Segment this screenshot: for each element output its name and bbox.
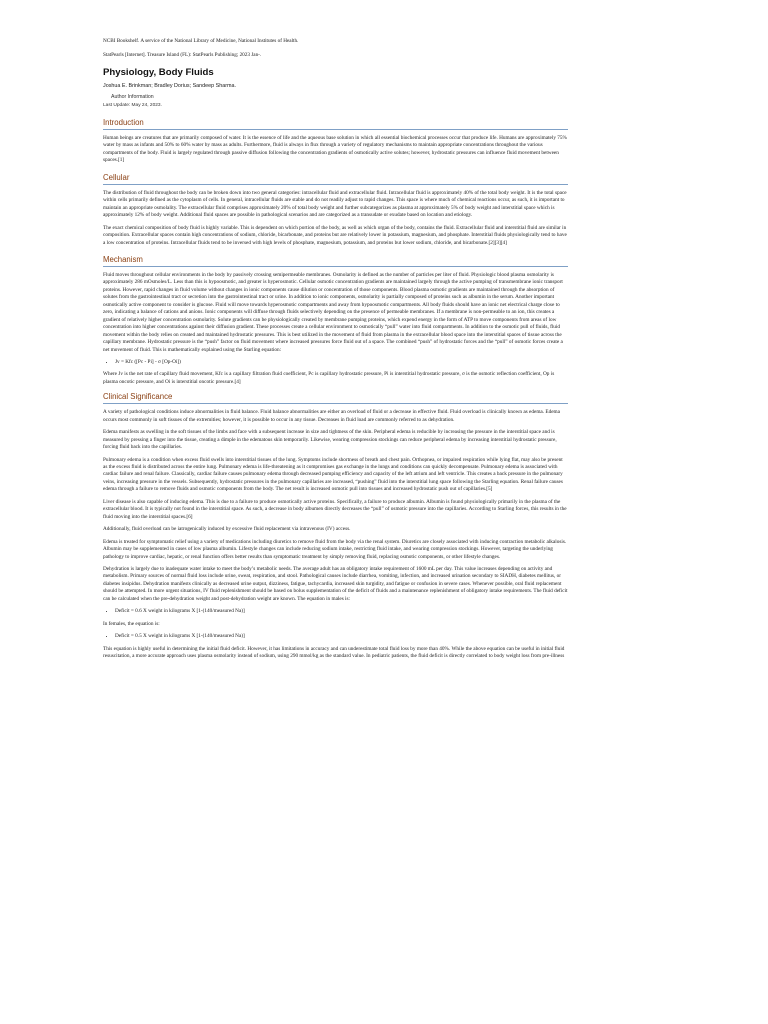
paragraph: The exact chemical composition of body fluid is highly variable. This is dependent on which portion of the body, as well as which organ of the body, contains the fluid. Extracellular fluid and interstitial fluid are similar in composition. Extracellular spaces contain high concentrations of sodium, chloride, bicarbonate, and proteins but are relatively lower in potassium, magnesium, and phosphate. Interstitial fluids physiologically tend to have a low concentration of proteins. Intracellular fluids tend to be inversed with high levels of phosphate, magnesium, potassium, and proteins but lower sodium, chloride, and bicarbonate.[2][3][4] <box>103 224 567 246</box>
paragraph: A variety of pathological conditions induce abnormalities in fluid balance. Fluid balance abnormalities are either an overload of fluid or a decrease in effective fluid. Fluid overload is clinically known as edema. Edema occurs most commonly in soft tissues of the extremities; however, it is possible to occur in any tissue. Decreases in fluid load are commonly referred to as dehydration. <box>103 409 560 423</box>
author-list: Joshua E. Brinkman; Bradley Dorius; Sandeep Sharma. <box>103 83 237 89</box>
deficit-equation-males: • Deficit = 0.6 X weight in kilograms X [1-(140/measured Na)] <box>115 608 568 615</box>
deficit-equation-females: • Deficit = 0.5 X weight in kilograms X [1-(140/measured Na)] <box>115 633 568 640</box>
section-clinical-significance <box>103 392 568 660</box>
section-introduction <box>103 118 568 165</box>
page-title: Physiology, Body Fluids <box>103 67 214 78</box>
paragraph: Edema manifests as swelling in the soft tissues of the limbs and face with a subsequent increase in size and tightness of the skin. Peripheral edema is reducible by increasing the pressure in the interstitial space and is measured by pressing a finger into the tissue, creating a dimple in the edematous skin temporarily. Likewise, wearing compression stockings can reduce peripheral edema by increasing interstitial hydrostatic pressure, forcing fluid back into the capillaries. <box>103 429 557 451</box>
starling-equation: • Jv = Kfc ([Pc - Pi] - σ [Op-Oi]) <box>115 359 568 366</box>
equation-list <box>103 359 568 366</box>
author-information-link[interactable]: Author Information <box>111 94 154 100</box>
paragraph: Additionally, fluid overload can be iatrogenically induced by excessive fluid replacement via intravenous (IV) access. <box>103 526 351 533</box>
equation-list <box>103 608 568 615</box>
source-citation: StatPearls [Internet]. Treasure Island (FL): StatPearls Publishing; 2023 Jan-. <box>103 52 262 58</box>
paragraph: Fluid moves throughout cellular environments in the body by passively crossing semipermeable membranes. Osmolarity is defined as the number of particles per liter of fluid. Physiologic blood plasma osmolarity is approximately 286 mOsmoles/L. Less than this is hypoosmotic, and greater is hyperosmotic. Cellular osmotic concentration gradients are maintained largely through the active pumping of transmembrane ionic transport proteins. However, rapid changes in fluid volume without changes in ionic components cause dilution or concentration of those components. Blood plasma osmotic gradients are maintained through the absorption of solutes from the gastrointestinal tract or secretion into the gastrointestinal tract or urine. In addition to ionic components, osmolarity is partially composed of proteins such as albumin in the serum. Another important osmotically active component to consider is glucose. Fluid will move towards hyperosmotic compartments and away from hypoosmotic compartments. All body fluids should have an ionic net electrical charge close to zero, indicating a balance of cations and anions. Ionic components will diffuse through fluids selectively depending on the presence of permeable membranes. If a membrane is non-permeable to an ion, this creates a gradient of relatively higher concentration osmolarity. Solute gradients can be physiologically created by membrane pumping proteins, which expend energy in the form of ATP to move components from areas of low concentration into higher concentrations against their diffusion gradient. These processes create a cellular environment to osmotically “pull” water into fluid compartments. In addition to the osmotic pull of fluids, fluid movement within the body relies on created and maintained hydrostatic pressures. This is best utilized in the movement of fluid from plasma in the extracellular blood space into the interstitial spaces of tissue across the capillary membrane. Hydrostatic pressure is the “push” factor on fluid movement where increased pressures force fluid out of a space. The combined “push” of hydrostatic forces and the “pull” of osmotic forces create a net movement of fluid. This is mathematically explained using the Starling equation: <box>103 271 563 353</box>
paragraph: Human beings are creatures that are primarily composed of water. It is the essence of life and the aqueous base solution in which all essential biochemical processes occur that produce life. Humans are approximately 75% water by mass as infants and 50% to 60% water by mass as adults. Furthermore, fluid is always in flux through a variety of regulatory mechanisms to maintain appropriate concentrations throughout the various compartments of the body. Fluid is largely regulated through passive diffusion following the concentration gradients of osmotically active solutes; however, hydrostatic pressures can influence fluid movement between spaces.[1] <box>103 135 567 164</box>
bookshelf-notice: NCBI Bookshelf. A service of the National Library of Medicine, National Institutes of Health. <box>103 38 299 44</box>
paragraph: Edema is treated for symptomatic relief using a variety of medications including diuretics to remove fluid from the body via the renal system. Diuretics are closely associated with inducing contraction metabolic alkalosis. Albumin may be supplemented in cases of low plasma albumin. Lifestyle changes can include reducing sodium intake, restricting fluid intake, and wearing compression stockings. However, targeting the underlying pathology to improve cardiac, hepatic, or renal function offers better results than symptomatic treatment by simply removing fluid, replacing osmotic components, or other lifestyle changes. <box>103 538 567 560</box>
paragraph: This equation is highly useful in determining the initial fluid deficit. However, it has limitations in accuracy and can underestimate total fluid loss by more than 40%. While the above equation can be useful in initial fluid resuscitation, a more accurate approach uses plasma osmolarity instead of sodium, using 290 mmol/kg as the standard value. In pediatric patients, the fluid deficit is directly correlated to body weight loss from pre-illness <box>103 645 565 659</box>
section-cellular <box>103 173 568 247</box>
section-heading-cellular: Cellular <box>103 173 568 185</box>
paragraph: Dehydration is largely due to inadequate water intake to meet the body’s metabolic needs. The average adult has an obligatory intake requirement of 1600 mL per day. This value increases depending on activity and metabolism. Primary sources of normal fluid loss include urine, sweat, respiration, and stool. Pathological causes include diarrhea, vomiting, infection, and increased urination secondary to SIADH, diabetes mellitus, or diabetes insipidus. Dehydration manifests clinically as decreased urine output, dizziness, fatigue, tachycardia, increased skin turgidity, and fatigue or confusion in severe cases. Whenever possible, oral fluid replacement should be attempted. In more urgent situations, IV fluid replenishment should be based on bolus supplementation of the deficit of fluids and a maintenance replenishment of obligatory intake requirements. The fluid deficit can be calculated when the pre-dehydration weight and post-dehydration weight are known. The equation in males is: <box>103 565 568 602</box>
paragraph: The distribution of fluid throughout the body can be broken down into two general categories: intracellular fluid and extracellular fluid. Intracellular fluid is approximately 40% of the total body weight. It is the total space within cells primarily defined as the cytoplasm of cells. In general, intracellular fluids are stable and do not readily adjust to rapid changes. This space is where much of chemical reactions occur, as such, it is important to maintain an appropriate osmolality. The extracellular fluid comprises approximately 20% of total body weight and further subcategorizes as plasma at approximately 5% of body weight and interstitial space which is approximately 12% of body weight. Additional fluid spaces are possible in pathological scenarios and are categorized as a transudate or exudate based on location and etiology. <box>103 189 567 219</box>
paragraph: Where Jv is the net rate of capillary fluid movement, Kfc is a capillary filtration fluid coefficient, Pc is capillary hydrostatic pressure, Pi is interstitial hydrostatic pressure, σ is the osmotic reflection coefficient, Op is plasma oncotic pressure, and Oi is interstitial oncotic pressure.[4] <box>103 371 555 385</box>
paragraph: Pulmonary edema is a condition when excess fluid swells into interstitial tissues of the lung. Symptoms include shortness of breath and chest pain. Orthopnea, or impaired respiration while lying flat, may also be present as the excess fluid is distributed across the entire lung. Pulmonary edema is life-threatening as it compromises gas exchange in the lungs and conditions can quickly decompensate. Pulmonary edema is associated with cardiac failure and renal failure. Classically, cardiac failure causes pulmonary edema through decreased pumping efficiency and capacity of the left atrium and left ventricle. This creates a back pressure in the pulmonary veins, increasing pressure in the vessels. Subsequently, hydrostatic pressures in the pulmonary capillaries are increased, “pushing” fluid into the interstitial lung space following the Starling equation. Renal failure causes edema through a failure to remove fluids and osmotic components from the body. The net result is increased osmotic pull into tissues and increased hydrostatic push out of capillaries.[5] <box>103 456 563 493</box>
section-heading-clinical-significance: Clinical Significance <box>103 392 568 404</box>
equation-list <box>103 633 568 640</box>
section-mechanism <box>103 255 568 386</box>
section-heading-introduction: Introduction <box>103 118 568 130</box>
paragraph: Liver disease is also capable of inducing edema. This is due to a failure to produce osmotically active proteins. Specifically, a failure to produce albumin. Albumin is found physiologically primarily in the plasma of the extracellular blood. It is typically not found in the interstitial space. As such, a decrease in body albumen directly decreases the “pull” of osmotic pressure into the capillaries. According to Starling forces, this results in the fluid moving into the interstitial spaces.[6] <box>103 498 567 520</box>
paragraph: In females, the equation is: <box>103 620 160 627</box>
section-heading-mechanism: Mechanism <box>103 255 568 267</box>
last-update-date: Last Update: May 24, 2023. <box>103 103 162 108</box>
document-page <box>103 38 568 665</box>
